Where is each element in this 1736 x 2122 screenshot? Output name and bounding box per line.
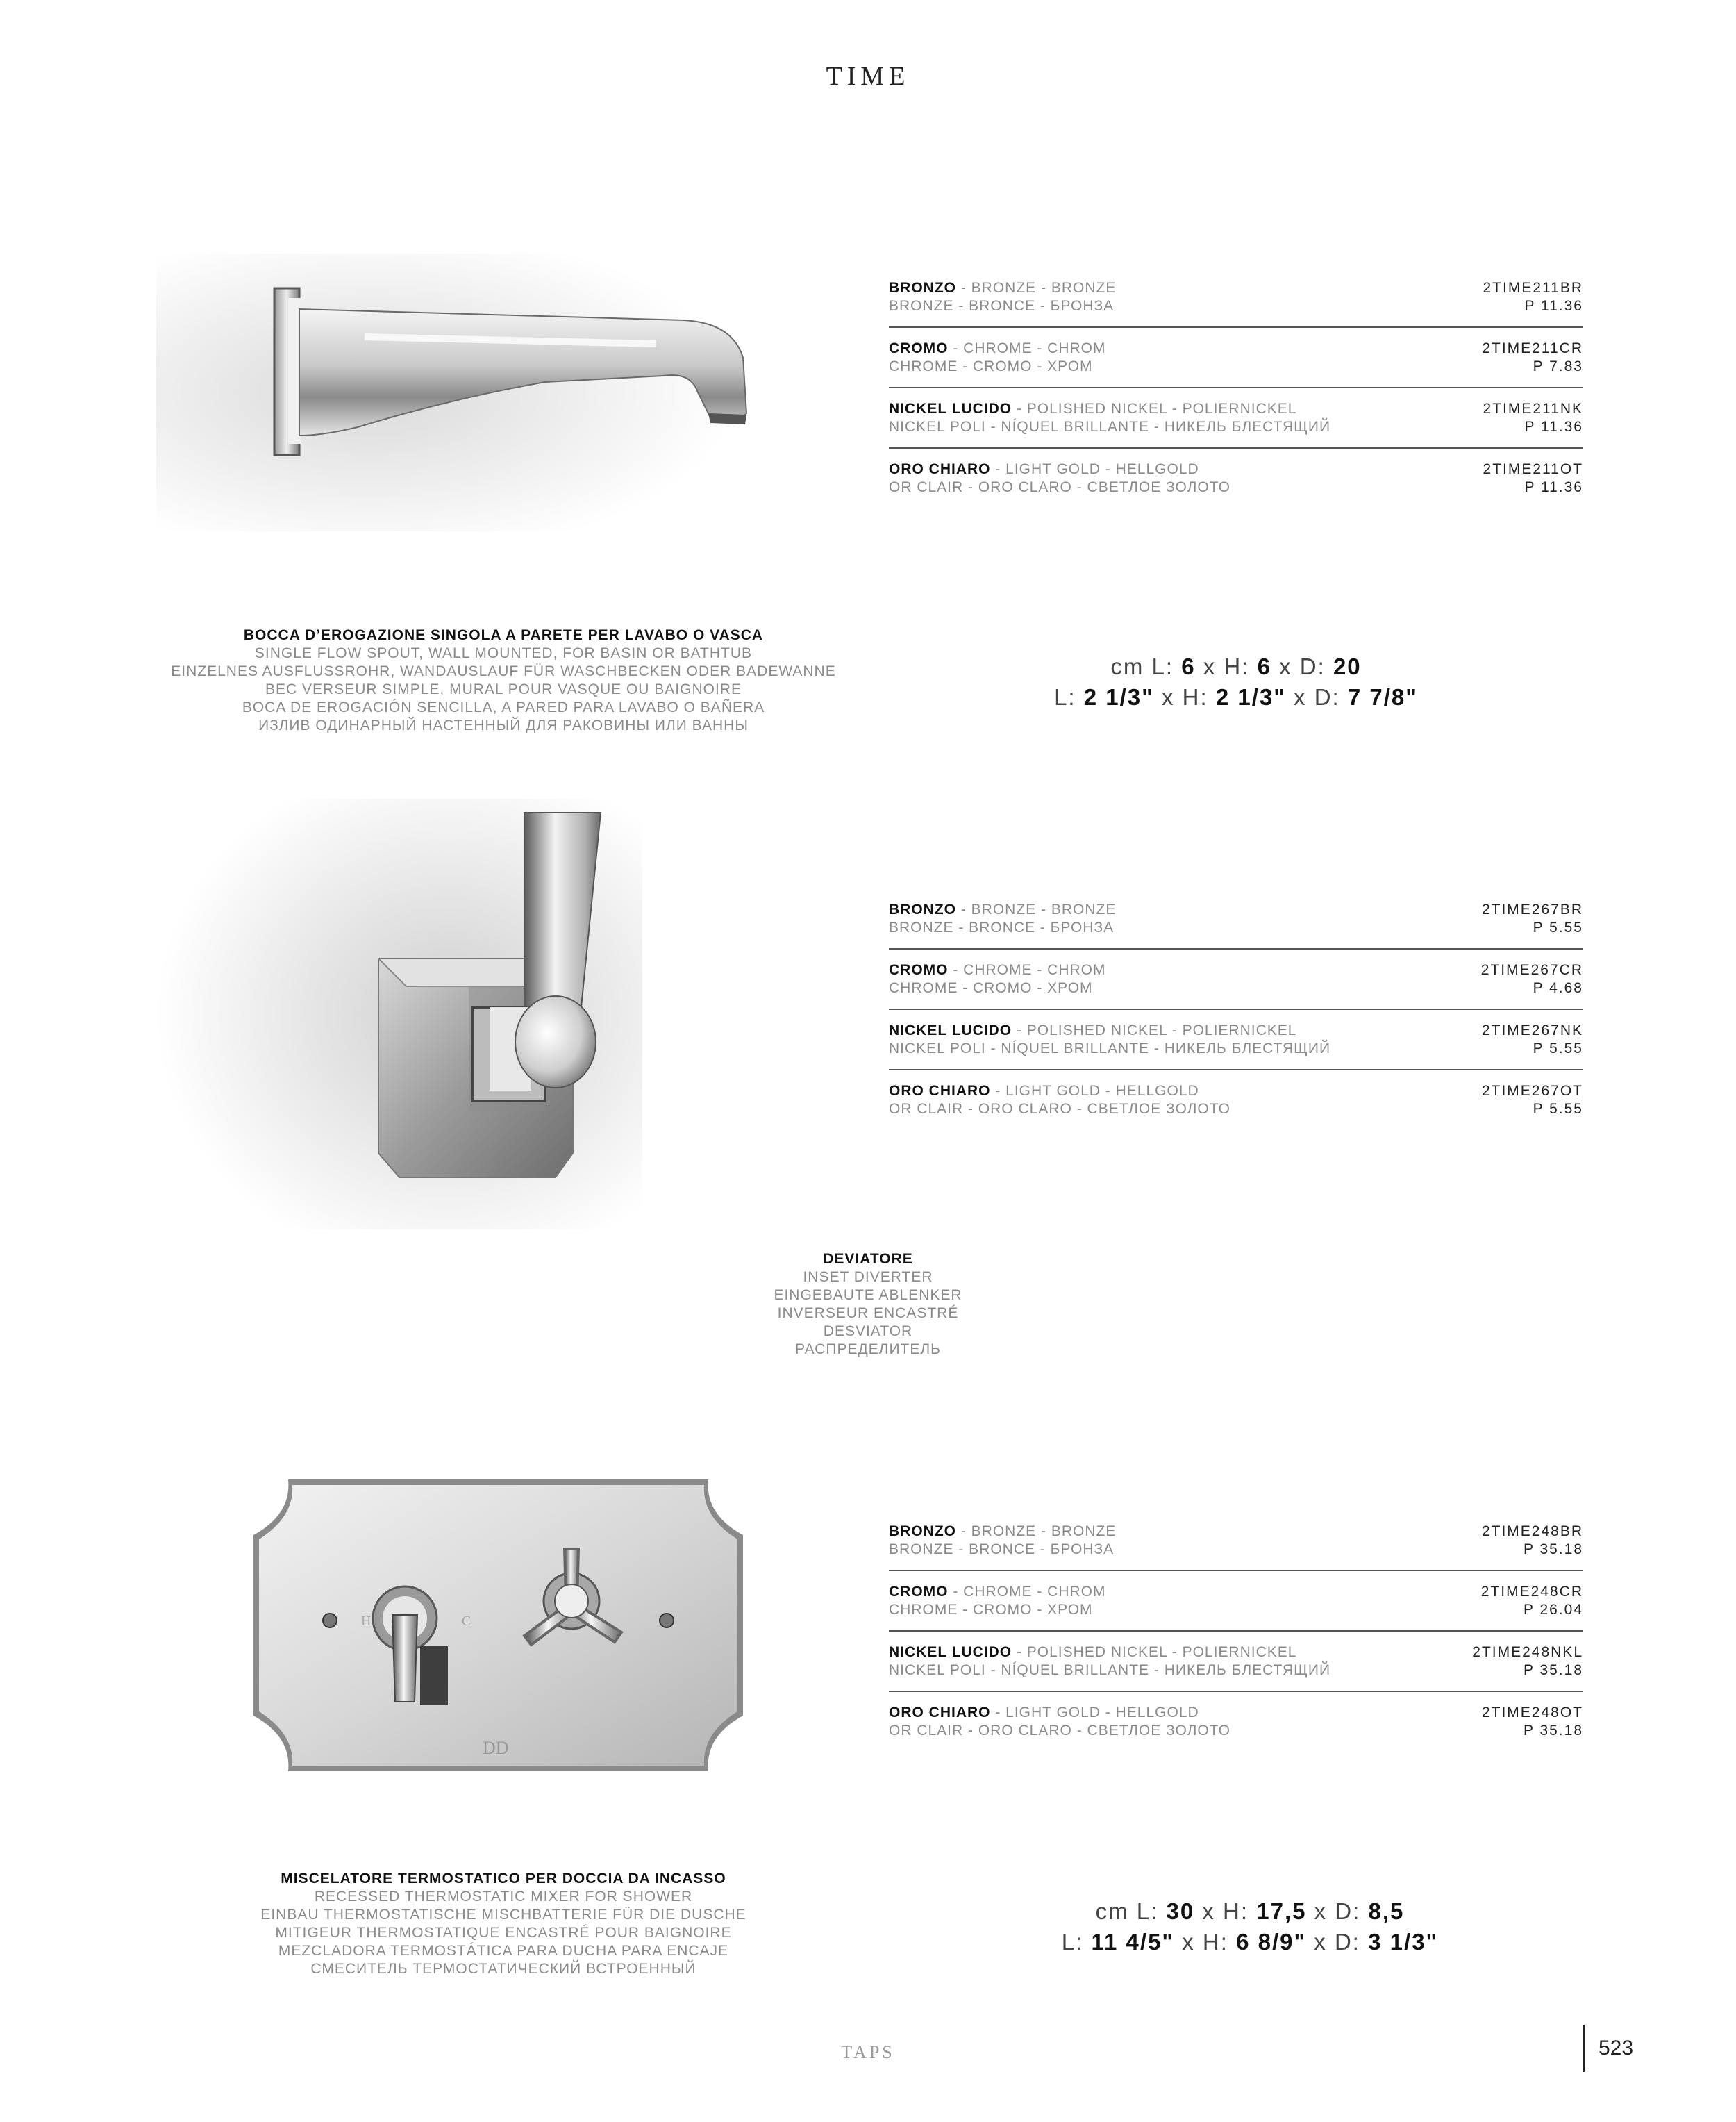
product-code: 2TIME248OT [1481, 1705, 1583, 1721]
variant-name: ORO CHIARO - LIGHT GOLD - HELLGOLD [889, 1705, 1199, 1721]
description-line: INSET DIVERTER [803, 1269, 933, 1285]
variant-name: CROMO - CHROME - CHROM [889, 340, 1106, 356]
variant-name: BRONZO - BRONZE - BRONZE [889, 280, 1117, 296]
variant-row [889, 267, 1583, 328]
product-code: 2TIME248CR [1480, 1584, 1583, 1600]
variant-name: BRONZO - BRONZE - BRONZE [889, 902, 1117, 918]
dimensions-spout [889, 652, 1583, 713]
variant-row [889, 1692, 1583, 1751]
product-code: 2TIME211NK [1483, 401, 1583, 417]
description-line: ИЗЛИВ ОДИНАРНЫЙ НАСТЕННЫЙ ДЛЯ РАКОВИНЫ ИЛИ ВАННЫ [258, 718, 749, 733]
variant-row [889, 328, 1583, 388]
variant-translations: BRONZE - BRONCE - БРОНЗА [889, 298, 1115, 314]
description-title: MISCELATORE TERMOSTATICO PER DOCCIA DA INCASSO [281, 1871, 726, 1887]
product-price: P 5.55 [1533, 1101, 1583, 1117]
product-code: 2TIME248NKL [1472, 1644, 1583, 1660]
description-line: BOCA DE EROGACIÓN SENCILLA, A PARED PARA LAVABO O BAÑERA [242, 699, 765, 715]
description-line: СМЕСИТЕЛЬ ТЕРМОСТАТИЧЕСКИЙ ВСТРОЕННЫЙ [310, 1961, 696, 1977]
description-line: MEZCLADORA TERMOSTÁTICA PARA DUCHA PARA ENCAJE [278, 1943, 729, 1959]
variant-translations: NICKEL POLI - NÍQUEL BRILLANTE - НИКЕЛЬ БЛЕСТЯЩИЙ [889, 1662, 1331, 1678]
product-price: P 5.55 [1533, 1041, 1583, 1056]
wall-spout-image [156, 254, 767, 531]
variant-translations: OR CLAIR - ORO CLARO - СВЕТЛОЕ ЗОЛОТО [889, 479, 1230, 495]
plate-mark-cold: C [462, 1614, 471, 1629]
description-line: EINGEBAUTE ABLENKER [774, 1287, 962, 1303]
product-code: 2TIME267CR [1480, 962, 1583, 978]
variant-translations: BRONZE - BRONCE - БРОНЗА [889, 920, 1115, 936]
variant-row [889, 449, 1583, 508]
variant-name: NICKEL LUCIDO - POLISHED NICKEL - POLIERNICKEL [889, 1022, 1297, 1038]
variant-name: ORO CHIARO - LIGHT GOLD - HELLGOLD [889, 461, 1199, 477]
variant-row [889, 950, 1583, 1010]
diverter-lever-image [156, 799, 642, 1229]
dimensions-cm: cm L: 6 x H: 6 x D: 20 [1110, 654, 1362, 679]
product-code: 2TIME267BR [1481, 902, 1583, 918]
variant-list-thermostatic [889, 1511, 1583, 1751]
dimensions-inches: L: 11 4/5" x H: 6 8/9" x D: 3 1/3" [1061, 1929, 1439, 1955]
product-price: P 11.36 [1524, 298, 1583, 314]
product-price: P 4.68 [1533, 980, 1583, 996]
description-line: EINBAU THERMOSTATISCHE MISCHBATTERIE FÜR DIE DUSCHE [260, 1907, 746, 1923]
description-line: DESVIATOR [823, 1323, 913, 1339]
variant-name: CROMO - CHROME - CHROM [889, 1584, 1106, 1600]
variant-name: ORO CHIARO - LIGHT GOLD - HELLGOLD [889, 1083, 1199, 1099]
product-price: P 11.36 [1524, 419, 1583, 435]
variant-name: CROMO - CHROME - CHROM [889, 962, 1106, 978]
variant-translations: OR CLAIR - ORO CLARO - СВЕТЛОЕ ЗОЛОТО [889, 1723, 1230, 1739]
product-price: P 26.04 [1523, 1602, 1583, 1618]
description-title: DEVIATORE [823, 1251, 913, 1267]
product-code: 2TIME267NK [1481, 1022, 1583, 1038]
product-price: P 5.55 [1533, 920, 1583, 936]
variant-row [889, 388, 1583, 449]
product-price: P 35.18 [1523, 1723, 1583, 1739]
description-line: EINZELNES AUSFLUSSROHR, WANDAUSLAUF FÜR WASCHBECKEN ODER BADEWANNE [171, 663, 836, 679]
dimensions-thermostatic [903, 1896, 1597, 1957]
plate-logo-mark: DD [483, 1738, 509, 1758]
page-title: TIME [826, 62, 910, 91]
page-number: 523 [1599, 2037, 1634, 2059]
variant-row [889, 1511, 1583, 1571]
product-price: P 7.83 [1533, 358, 1583, 374]
description-line: MITIGEUR THERMOSTATIQUE ENCASTRÉ POUR BAIGNOIRE [275, 1925, 732, 1941]
variant-row [889, 1571, 1583, 1632]
dimensions-cm: cm L: 30 x H: 17,5 x D: 8,5 [1095, 1898, 1405, 1924]
dimensions-inches: L: 2 1/3" x H: 2 1/3" x D: 7 7/8" [1054, 684, 1418, 710]
product-code: 2TIME248BR [1481, 1523, 1583, 1539]
product-code: 2TIME211CR [1482, 340, 1583, 356]
product-code: 2TIME211BR [1483, 280, 1583, 296]
variant-name: NICKEL LUCIDO - POLISHED NICKEL - POLIERNICKEL [889, 1644, 1297, 1660]
variant-row [889, 889, 1583, 950]
variant-translations: NICKEL POLI - NÍQUEL BRILLANTE - НИКЕЛЬ БЛЕСТЯЩИЙ [889, 419, 1331, 435]
description-line: RECESSED THERMOSTATIC MIXER FOR SHOWER [314, 1889, 693, 1905]
variant-translations: CHROME - CROMO - ХРОМ [889, 358, 1093, 374]
description-title: BOCCA D’EROGAZIONE SINGOLA A PARETE PER LAVABO O VASCA [243, 627, 764, 643]
variant-translations: NICKEL POLI - NÍQUEL BRILLANTE - НИКЕЛЬ БЛЕСТЯЩИЙ [889, 1041, 1331, 1056]
variant-name: NICKEL LUCIDO - POLISHED NICKEL - POLIERNICKEL [889, 401, 1297, 417]
description-line: РАСПРЕДЕЛИТЕЛЬ [795, 1341, 941, 1357]
variant-row [889, 1070, 1583, 1129]
product-price: P 35.18 [1523, 1662, 1583, 1678]
variant-list-spout [889, 267, 1583, 508]
variant-row [889, 1632, 1583, 1692]
footer-section-label: TAPS [841, 2042, 895, 2062]
product-price: P 11.36 [1524, 479, 1583, 495]
product-description-diverter [625, 1250, 1111, 1359]
variant-list-diverter [889, 889, 1583, 1129]
product-price: P 35.18 [1523, 1541, 1583, 1557]
variant-translations: CHROME - CROMO - ХРОМ [889, 980, 1093, 996]
description-line: BEC VERSEUR SIMPLE, MURAL POUR VASQUE OU BAIGNOIRE [265, 681, 742, 697]
variant-translations: BRONZE - BRONCE - БРОНЗА [889, 1541, 1115, 1557]
product-description-spout [125, 627, 882, 735]
product-description-thermostatic [208, 1870, 799, 1978]
variant-translations: CHROME - CROMO - ХРОМ [889, 1602, 1093, 1618]
product-code: 2TIME267OT [1481, 1083, 1583, 1099]
description-line: INVERSEUR ENCASTRÉ [777, 1305, 959, 1321]
page-number-divider [1583, 2025, 1585, 2072]
variant-translations: OR CLAIR - ORO CLARO - СВЕТЛОЕ ЗОЛОТО [889, 1101, 1230, 1117]
product-code: 2TIME211OT [1483, 461, 1583, 477]
thermostatic-plate-image [247, 1473, 750, 1778]
description-line: SINGLE FLOW SPOUT, WALL MOUNTED, FOR BASIN OR BATHTUB [254, 645, 753, 661]
plate-mark-hot: H [361, 1614, 372, 1629]
variant-row [889, 1010, 1583, 1070]
variant-name: BRONZO - BRONZE - BRONZE [889, 1523, 1117, 1539]
